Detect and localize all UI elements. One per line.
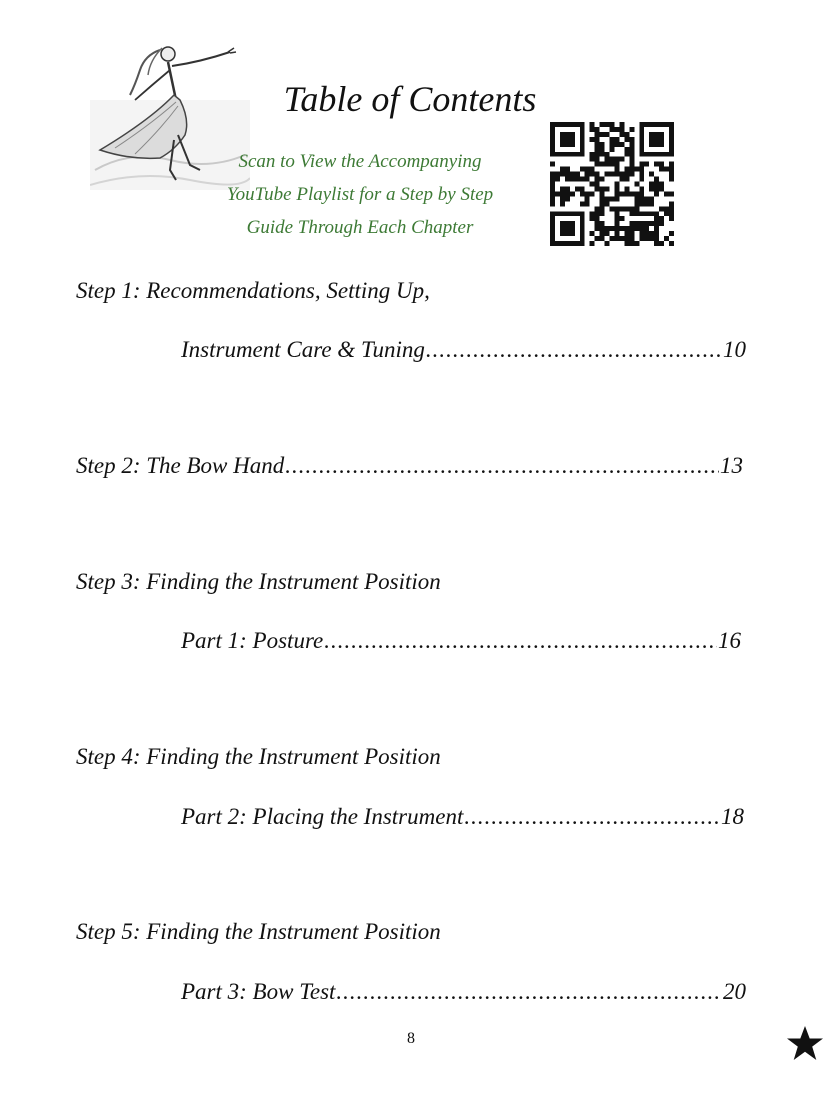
toc-step-2-entry[interactable] [76, 453, 743, 479]
dot-leader [426, 337, 722, 363]
toc-step-label: Step 2: The Bow Hand [76, 453, 285, 478]
page-number: 8 [407, 1030, 415, 1047]
toc-step-3-entry[interactable] [181, 628, 741, 654]
toc-entry-label: Part 1: Posture [181, 628, 324, 653]
toc-entry-label: Part 2: Placing the Instrument [181, 804, 464, 829]
toc-page-number: 10 [723, 337, 746, 362]
page-title: Table of Contents [283, 79, 537, 119]
star-icon [785, 1024, 825, 1064]
toc-step-5-entry[interactable] [181, 979, 746, 1005]
toc-step-label: Step 5: Finding the Instrument Position [76, 919, 441, 944]
toc-step-3-title[interactable] [76, 569, 441, 595]
dot-leader [336, 979, 722, 1005]
caption-line: YouTube Playlist for a Step by Step [226, 184, 494, 205]
toc-step-4-entry[interactable] [181, 804, 744, 830]
qr-code-icon[interactable] [550, 122, 674, 246]
toc-step-4-title[interactable] [76, 744, 441, 770]
caption-line: Scan to View the Accompanying [238, 151, 482, 172]
toc-step-label: Step 1: Recommendations, Setting Up, [76, 278, 430, 303]
toc-entry-label: Instrument Care & Tuning [181, 337, 425, 362]
toc-page-number: 18 [721, 804, 744, 829]
playlist-caption [190, 145, 530, 244]
toc-page-number: 13 [720, 453, 743, 478]
toc-step-1-title[interactable] [76, 278, 430, 304]
caption-line: Guide Through Each Chapter [246, 217, 474, 238]
toc-step-label: Step 3: Finding the Instrument Position [76, 569, 441, 594]
dot-leader [285, 453, 719, 479]
toc-entry-label: Part 3: Bow Test [181, 979, 336, 1004]
toc-page-number: 20 [723, 979, 746, 1004]
toc-page-number: 16 [718, 628, 741, 653]
dot-leader [464, 804, 720, 830]
toc-step-5-title[interactable] [76, 919, 441, 945]
dot-leader [324, 628, 717, 654]
toc-step-1-entry[interactable] [181, 337, 746, 363]
toc-step-label: Step 4: Finding the Instrument Position [76, 744, 441, 769]
